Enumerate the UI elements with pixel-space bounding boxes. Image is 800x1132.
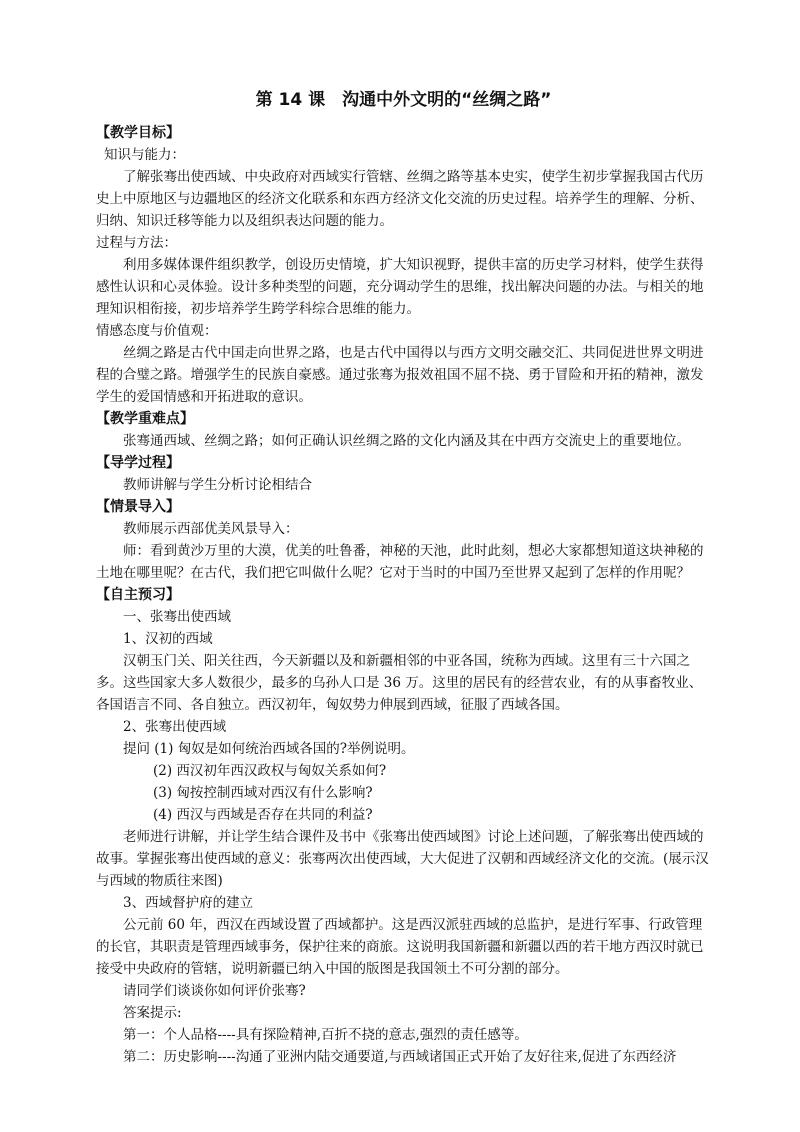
- question-1: 提问 (1) 匈奴是如何统治西域各国的?举例说明。: [123, 741, 415, 757]
- paragraph-knowledge: 了解张骞出使西域、中央政府对西域实行管辖、丝绸之路等基本史实，使学生初步掌握我国古代历史上中原地区与边疆地区的经济文化联系和东西方经济文化交流的历史过程。培养学生的理解、分析、归纳、知识迁移等能力以及组织表达问题的能力。: [96, 169, 704, 229]
- paragraph-intro-2: 师：看到黄沙万里的大漠，优美的吐鲁番，神秘的天池，此时此刻，想必大家都想知道这块神秘的土地在哪里呢？在古代，我们把它叫做什么呢？它对于当时的中国乃至世界又起到了怎样的作用呢？: [96, 543, 704, 581]
- paragraph-second: 第二：历史影响----沟通了亚洲内陆交通要道,与西域诸国正式开始了友好往来,促进了东西经济: [123, 1049, 677, 1065]
- lesson-title: 第 14 课 沟通中外文明的“丝绸之路”: [255, 90, 552, 110]
- heading-2: 2、张骞出使西域: [123, 719, 227, 735]
- section-scene-intro: 【情景导入】: [96, 499, 180, 515]
- question-2: (2) 西汉初年西汉政权与匈奴关系如何?: [153, 763, 387, 779]
- paragraph-2: 老师进行讲解，并让学生结合课件及书中《张骞出使西域图》讨论上述问题，了解张骞出使西域的故事。掌握张骞出使西域的意义：张骞两次出使西域，大大促进了汉朝和西域经济文化的交流。(展示汉与西域的物质往来图): [96, 829, 709, 889]
- section-guide-process: 【导学过程】: [96, 455, 180, 471]
- question-3: (3) 匈按控制西域对西汉有什么影响?: [153, 785, 373, 801]
- heading-1: 1、汉初的西域: [123, 631, 213, 647]
- paragraph-ask: 请同学们谈谈你如何评价张骞?: [123, 983, 306, 999]
- paragraph-emotion: 丝绸之路是古代中国走向世界之路，也是古代中国得以与西方文明交融交汇、共同促进世界文明进程的合璧之路。增强学生的民族自豪感。通过张骞为报效祖国不屈不挠、勇于冒险和开拓的精神，激发学生的爱国情感和开拓进取的意识。: [96, 345, 704, 405]
- paragraph-key-points: 张骞通西域、丝绸之路；如何正确认识丝绸之路的文化内涵及其在中西方交流史上的重要地位。: [123, 433, 690, 449]
- section-teaching-goals: 【教学目标】: [96, 125, 180, 141]
- section-self-preview: 【自主预习】: [96, 587, 180, 603]
- heading-part-one: 一、张骞出使西域: [123, 609, 231, 625]
- paragraph-answer-hint: 答案提示:: [123, 1005, 182, 1021]
- subheading-process: 过程与方法：: [96, 235, 177, 251]
- heading-3: 3、西域督护府的建立: [123, 895, 254, 911]
- paragraph-first: 第一：个人品格----具有探险精神,百折不挠的意志,强烈的责任感等。: [123, 1027, 528, 1043]
- subheading-knowledge: 知识与能力：: [104, 147, 185, 163]
- paragraph-intro-1: 教师展示西部优美风景导入：: [123, 521, 299, 537]
- document-page: [96, 88, 711, 1068]
- section-key-points: 【教学重难点】: [96, 411, 194, 427]
- paragraph-process: 利用多媒体课件组织教学，创设历史情境，扩大知识视野，提供丰富的历史学习材料，使学生获得感性认识和心灵体验。设计多种类型的问题，充分调动学生的思维，找出解决问题的办法。与相关的地理知识相衔接，初步培养学生跨学科综合思维的能力。: [96, 257, 704, 317]
- paragraph-1: 汉朝玉门关、阳关往西，今天新疆以及和新疆相邻的中亚各国，统称为西域。这里有三十六国之多。这些国家大多人数很少，最多的乌孙人口是 36 万。这里的居民有的经营农业，有的从事畜牧业、各国语言不同、各自独立。西汉初年，匈奴势力伸展到西域，征服了西域各国。: [96, 653, 703, 713]
- question-4: (4) 西汉与西域是否存在共同的利益?: [153, 807, 373, 823]
- subheading-emotion: 情感态度与价值观：: [96, 323, 218, 339]
- paragraph-3: 公元前 60 年，西汉在西域设置了西域都护。这是西汉派驻西域的总监护，是进行军事、行政管理的长官，其职责是管理西域事务，保护往来的商旅。这说明我国新疆和新疆以西的若干地方西汉时就已接受中央政府的管辖，说明新疆已纳入中国的版图是我国领土不可分割的部分。: [96, 917, 704, 977]
- paragraph-guide: 教师讲解与学生分析讨论相结合: [123, 477, 312, 493]
